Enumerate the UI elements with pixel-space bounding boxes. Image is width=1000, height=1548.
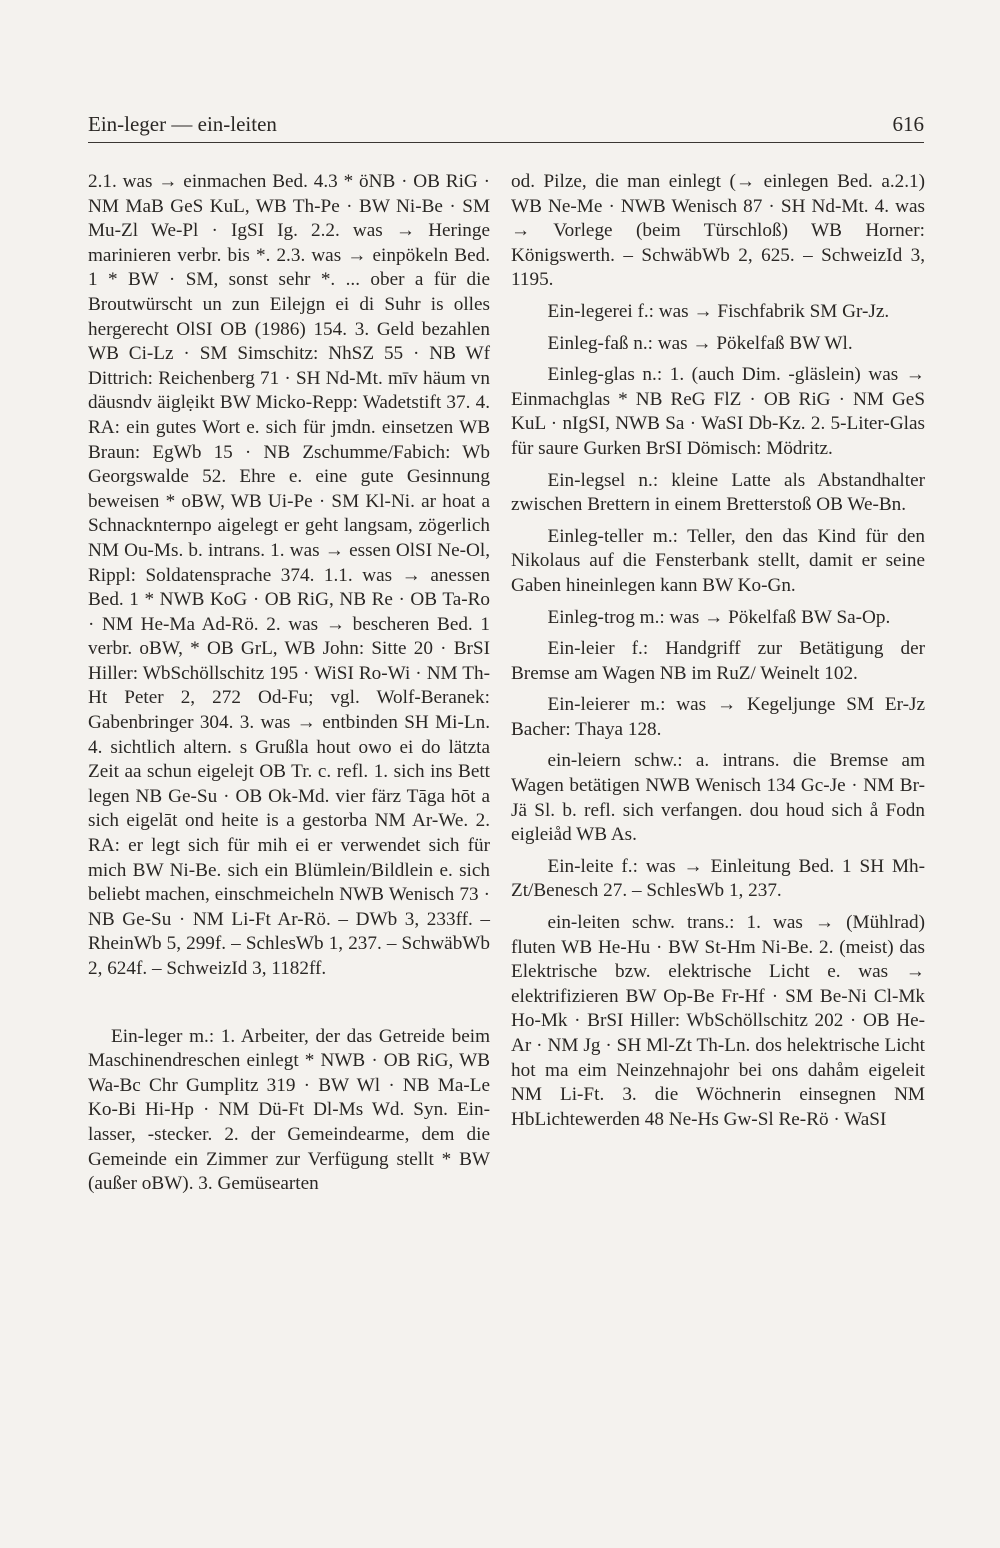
right-column [511, 170, 925, 1139]
entry-einleg-teller: Einleg-teller m.: Teller, den das Kind für den Nikolaus auf die Fensterbank stellt, damit er seine Gaben hineinlegen kann BW Ko-Gn. [511, 525, 925, 596]
running-head-title: Ein-leger — ein-leiten [88, 112, 277, 136]
entry-einlegen-continuation: 2.1. was → einmachen Bed. 4.3 * öNB · OB RiG · NM MaB GeS KuL, WB Th-Pe · BW Ni-Be · SM Mu-Zl We-Pl · IgSI Ig. 2.2. was → Heringe marinieren verbr. bis *. 2.3. was → einpökeln Bed. 1 * BW · SM, sonst sehr *. ... ober a für die Broutwürscht un zun Eilejgn ei di Suhr is olles hergerecht OlSI OB (1986) 154. 3. Geld bezahlen WB Ci-Lz · SM Simschitz: NhSZ 55 · NB Wf Dittrich: Reichenberg 71 · SH Nd-Mt. mīv häum vn däusndv äiglẹikt BW Micko-Repp: Wadetstift 37. 4. RA: ein gutes Wort e. sich für jmdn. einsetzen WB Braun: EgWb 15 · NB Zschumme/Fabich: Wb Georgswalde 52. Ehre e. eine gute Gesinnung beweisen * oBW, WB Ui-Pe · SM Kl-Ni. ar hoat a Schnacknternpo aigelegt er geht langsam, zögerlich NM Ou-Ms. b. intrans. 1. was → essen OlSI Ne-Ol, Rippl: Soldatensprache 374. 1.1. was → anessen Bed. 1 * NWB KoG · OB RiG, NB Re · OB Ta-Ro · NM He-Ma Ad-Rö. 2. was → bescheren Bed. 1 verbr. oBW, * OB GrL, WB John: Sitte 20 · BrSI Hiller: WbSchöllschitz 195 · WiSI Ro-Wi · NM Th-Ht Peter 2, 272 Od-Fu; vgl. Wolf-Beranek: Gabenbringer 304. 3. was → entbinden SH Mi-Ln. 4. sichtlich altern. s Grußla hout owo ei do lätzta Zeit aa schun eigelejt OB Tr. c. refl. 1. sich ins Bett legen NB Ge-Su · OB Ok-Md. vier färz Tāga hōt a sich eigelāt ond heite is a gestorba NM Ar-We. 2. RA: er legt sich für mih ei er verwendet sich für mich BW Ni-Be. sich ein Blümlein/Bildlein e. sich beliebt machen, einschmeicheln NWB Wenisch 73 · NB Ge-Su · NM Li-Ft Ar-Rö. – DWb 3, 233ff. – RheinWb 5, 299f. – SchlesWb 1, 237. – SchwäbWb 2, 624f. – SchweizId 3, 1182ff. [88, 171, 490, 979]
entry-ein-leiern: ein-leiern schw.: a. intrans. die Bremse am Wagen betätigen NWB Wenisch 134 Gc-Je · NM Br-Jä Sl. b. refl. sich verfangen. dou houd sich å Fodn eigleiåd WB As. [511, 750, 925, 846]
entry-ein-legsel: Ein-legsel n.: kleine Latte als Abstandhalter zwischen Brettern in einem Bretterstoß OB We-Bn. [511, 469, 925, 516]
entry-einleg-glas: Einleg-glas n.: 1. (auch Dim. -gläslein) was → Einmachglas * NB ReG FlZ · OB RiG · NM GeS KuL · nIgSI, NWB Sa · WaSI Db-Kz. 2. 5-Liter-Glas für saure Gurken BrSI Dömisch: Mödritz. [511, 364, 925, 459]
entry-ein-leite: Ein-leite f.: was → Einleitung Bed. 1 SH Mh-Zt/Benesch 27. – SchlesWb 1, 237. [511, 855, 925, 902]
entry-ein-leiten: ein-leiten schw. trans.: 1. was → (Mühlrad) fluten WB He-Hu · BW St-Hm Ni-Be. 2. (meist) das Elektrische bzw. elektrische Licht e. was → elektrifizieren BW Op-Be Fr-Hf · SM Be-Ni Cl-Mk Ho-Mk · BrSI Hiller: WbSchöllschitz 202 · OB He-Ar · NM Jg · SH Ml-Zt Th-Ln. dos helektrische Licht hot ma eim Neinzehnajohr bei ons dahåm eigeleit NM Li-Ft. 3. die Wöchnerin einsegnen NM HbLichtewerden 48 Ne-Hs Gw-Sl Re-Rö · WaSI [511, 912, 925, 1130]
entry-ein-leier: Ein-leier f.: Handgriff zur Betätigung der Bremse am Wagen NB im RuZ/ Weinelt 102. [511, 638, 925, 684]
entry-ein-leger: Ein-leger m.: 1. Arbeiter, der das Getreide beim Maschinendreschen einlegt * NWB · OB RiG, WB Wa-Bc Chr Gumplitz 319 · BW Wl · NB Ma-Le Ko-Bi Hi-Hp · NM Dü-Ft Dl-Ms Wd. Syn. Einlasser, -stecker. 2. der Gemeindearme, dem die Gemeinde ein Zimmer zur Verfügung stellt * BW (außer oBW). 3. Gemüsearten [88, 1025, 490, 1195]
entry-ein-legerei: Ein-legerei f.: was → Fischfabrik SM Gr-Jz. [547, 300, 890, 322]
entry-einleg-fass: Einleg-faß n.: was → Pökelfaß BW Wl. [547, 332, 853, 354]
entry-einleg-trog: Einleg-trog m.: was → Pökelfaß BW Sa-Op. [547, 606, 891, 628]
entry-ein-leger-continuation: od. Pilze, die man einlegt (→ einlegen Bed. a.2.1) WB Ne-Me · NWB Wenisch 87 · SH Nd-Mt. 4. was → Vorlege (beim Türschloß) WB Horner: Königswerth. – SchwäbWb 2, 625. – SchweizId 3, 1195. [511, 171, 925, 291]
running-header [88, 110, 924, 143]
entry-ein-leierer: Ein-leierer m.: was → Kegeljunge SM Er-Jz Bacher: Thaya 128. [511, 694, 925, 740]
left-column [88, 170, 490, 1197]
page-number: 616 [892, 112, 924, 136]
